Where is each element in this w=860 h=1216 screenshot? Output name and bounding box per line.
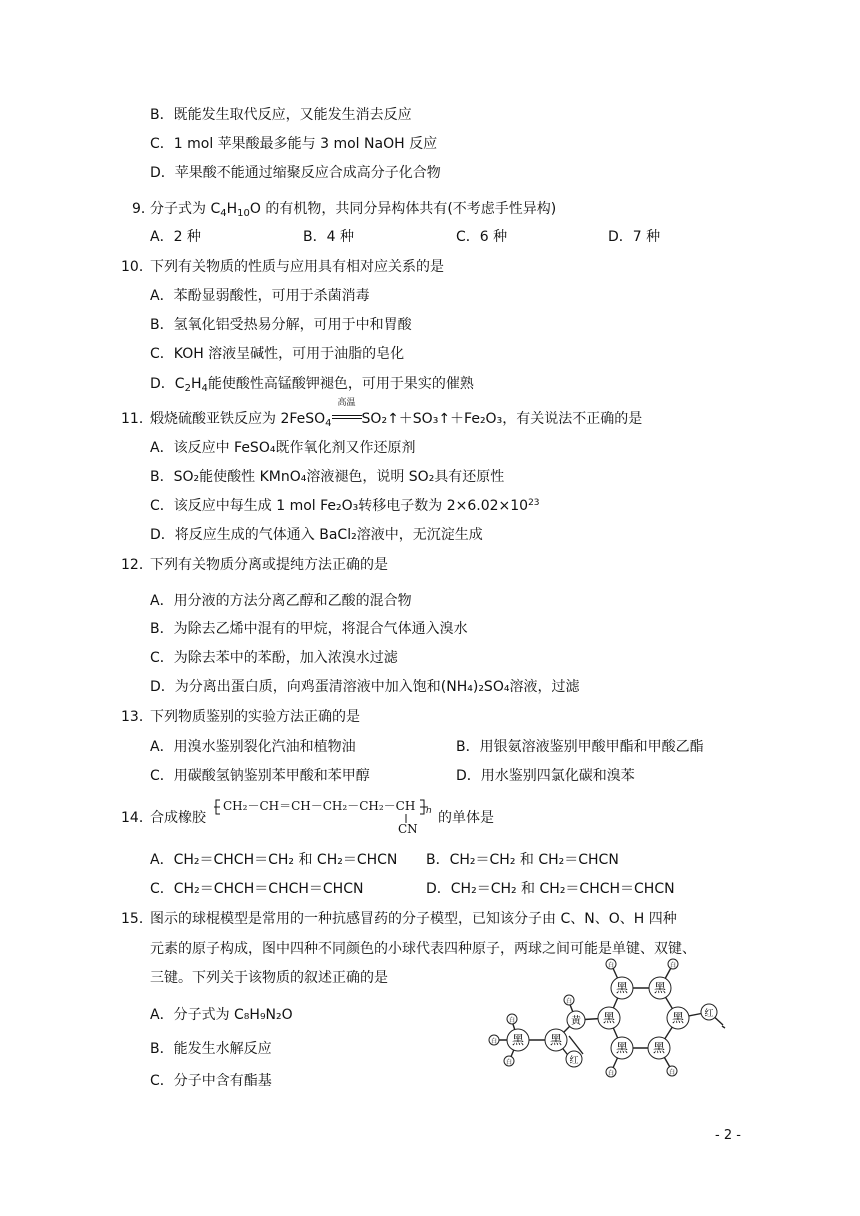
svg-text:白: 白	[505, 1059, 513, 1066]
q11-option-c: C．该反应中每生成 1 mol Fe₂O₃转移电子数为 $2\times 6.02\times 10^{23}$	[150, 498, 540, 514]
svg-text:白: 白	[668, 1069, 676, 1076]
q15-option-b: B．能发生水解反应	[150, 1041, 272, 1057]
atom-black-2	[545, 1029, 567, 1051]
svg-text:黑: 黑	[652, 1041, 666, 1055]
svg-text:黑: 黑	[653, 981, 667, 995]
atom-black-5	[649, 977, 671, 999]
q9-option-b: B．4 种	[303, 229, 354, 245]
q15-option-a: A．分子式为 C₈H₉N₂O	[150, 1007, 293, 1023]
svg-text:白: 白	[565, 998, 573, 1005]
ball-and-stick-model	[485, 955, 745, 1085]
q8-option-b: B．既能发生取代反应，又能发生消去反应	[150, 107, 412, 123]
q12-stem: 下列有关物质分离或提纯方法正确的是	[150, 557, 388, 573]
svg-text:黑: 黑	[602, 1011, 616, 1025]
atom-black-8	[611, 1037, 633, 1059]
q9-option-d: D．7 种	[608, 229, 661, 245]
q14-option-a: A．CH₂＝CHCH＝CH₂ 和 CH₂＝CHCN	[150, 852, 398, 868]
q15-stem-line3: 三键。下列关于该物质的叙述正确的是	[150, 970, 388, 986]
q12-number: 12．	[121, 557, 153, 573]
svg-text:红: 红	[704, 1009, 714, 1019]
atom-white-3	[504, 1056, 514, 1066]
atom-white-5	[606, 959, 616, 969]
svg-text:黄: 黄	[571, 1016, 581, 1027]
q11-option-d: D．将反应生成的气体通入 BaCl₂溶液中，无沉淀生成	[150, 527, 483, 543]
atom-black-4	[611, 977, 633, 999]
q13-option-c: C．用碳酸氢钠鉴别苯甲酸和苯甲醇	[150, 768, 370, 784]
q14-option-d: D．CH₂＝CH₂ 和 CH₂＝CHCH＝CHCN	[426, 881, 675, 897]
atom-white-1	[507, 1014, 517, 1024]
svg-text:黑: 黑	[671, 1011, 685, 1025]
q14-number: 14．	[121, 810, 153, 826]
q13-stem: 下列物质鉴别的实验方法正确的是	[150, 709, 360, 725]
svg-text:红: 红	[569, 1056, 579, 1066]
atom-black-7	[648, 1037, 670, 1059]
atom-white-2	[489, 1035, 499, 1045]
svg-text:白: 白	[490, 1038, 498, 1045]
atom-white-8	[667, 1066, 677, 1076]
q13-number: 13．	[121, 709, 153, 725]
q9-option-a: A．2 种	[150, 229, 201, 245]
polymer-chain: CH₂－CH＝CH－CH₂－CH₂－CH	[223, 799, 416, 813]
atom-white-4	[564, 995, 574, 1005]
atom-black-6	[667, 1007, 689, 1029]
q13-option-d: D．用水鉴别四氯化碳和溴苯	[456, 768, 635, 784]
svg-text:黑: 黑	[511, 1033, 525, 1047]
reaction-condition: 高温	[332, 409, 362, 429]
q14-option-b: B．CH₂＝CH₂ 和 CH₂＝CHCN	[426, 852, 619, 868]
q10-number: 10．	[121, 259, 153, 275]
svg-text:白: 白	[607, 1070, 615, 1077]
q10-option-b: B．氢氧化铝受热易分解，可用于中和胃酸	[150, 317, 412, 333]
q9-option-c: C．6 种	[456, 229, 508, 245]
atom-black-1	[507, 1029, 529, 1051]
q11-option-a: A．该反应中 FeSO₄既作氧化剂又作还原剂	[150, 440, 416, 456]
q11-stem: 煅烧硫酸亚铁反应为 2FeSO$_4$ 高温 SO₂↑＋SO₃↑＋Fe₂O₃，有关说法不正确的是	[150, 398, 643, 429]
q10-stem: 下列有关物质的性质与应用具有相对应关系的是	[150, 259, 444, 275]
q15-option-c: C．分子中含有酯基	[150, 1073, 272, 1089]
q14-stem-suffix: 的单体是	[438, 810, 494, 826]
q14-option-c: C．CH₂＝CHCH＝CHCH＝CHCN	[150, 881, 364, 897]
svg-text:白: 白	[669, 962, 677, 969]
q9-number: 9．	[132, 201, 155, 217]
svg-text:黑: 黑	[615, 981, 629, 995]
polymer-cn: CN	[398, 822, 418, 836]
atom-white-7	[606, 1067, 616, 1077]
q8-option-d: D．苹果酸不能通过缩聚反应合成高分子化合物	[150, 165, 441, 181]
page-number: - 2 -	[715, 1128, 741, 1143]
q11-option-b: B．SO₂能使酸性 KMnO₄溶液褪色，说明 SO₂具有还原性	[150, 469, 505, 485]
q15-stem-line2: 元素的原子构成，图中四种不同颜色的小球代表四种原子，两球之间可能是单键、双键、	[150, 941, 696, 957]
svg-text:白: 白	[508, 1017, 516, 1024]
atom-yellow	[567, 1011, 585, 1029]
q12-option-a: A．用分液的方法分离乙醇和乙酸的混合物	[150, 593, 412, 609]
q10-option-a: A．苯酚显弱酸性，可用于杀菌消毒	[150, 288, 370, 304]
svg-text:白: 白	[607, 962, 615, 969]
q11-number: 11．	[121, 411, 153, 427]
atom-white-6	[668, 959, 678, 969]
atom-red-1	[566, 1051, 582, 1067]
q10-option-c: C．KOH 溶液呈碱性，可用于油脂的皂化	[150, 346, 405, 362]
polymer-formula	[214, 796, 434, 838]
atom-black-3	[598, 1007, 620, 1029]
svg-text:黑: 黑	[549, 1033, 563, 1047]
q8-option-c: C．1 mol 苹果酸最多能与 3 mol NaOH 反应	[150, 136, 438, 152]
q10-option-d: D．$C_2H_4$能使酸性高锰酸钾褪色，可用于果实的催熟	[150, 376, 474, 394]
q12-option-d: D．为分离出蛋白质，向鸡蛋清溶液中加入饱和(NH₄)₂SO₄溶液，过滤	[150, 679, 580, 695]
model-atoms	[489, 959, 717, 1077]
q13-option-b: B．用银氨溶液鉴别甲酸甲酯和甲酸乙酯	[456, 739, 704, 755]
q12-option-b: B．为除去乙烯中混有的甲烷，将混合气体通入溴水	[150, 621, 468, 637]
polymer-n: n	[426, 806, 432, 816]
q14-stem-prefix: 合成橡胶	[150, 810, 206, 826]
q15-number: 15．	[121, 911, 153, 927]
atom-red-2	[701, 1004, 717, 1020]
q9-stem: 分子式为 $C_4H_{10}O$ 的有机物，共同分异构体共有(不考虑手性异构)	[150, 201, 557, 219]
q12-option-c: C．为除去苯中的苯酚，加入浓溴水过滤	[150, 650, 398, 666]
svg-text:黑: 黑	[615, 1041, 629, 1055]
q15-stem-line1: 图示的球棍模型是常用的一种抗感冒药的分子模型，已知该分子由 C、N、O、H 四种	[150, 911, 677, 927]
q13-option-a: A．用溴水鉴别裂化汽油和植物油	[150, 739, 356, 755]
